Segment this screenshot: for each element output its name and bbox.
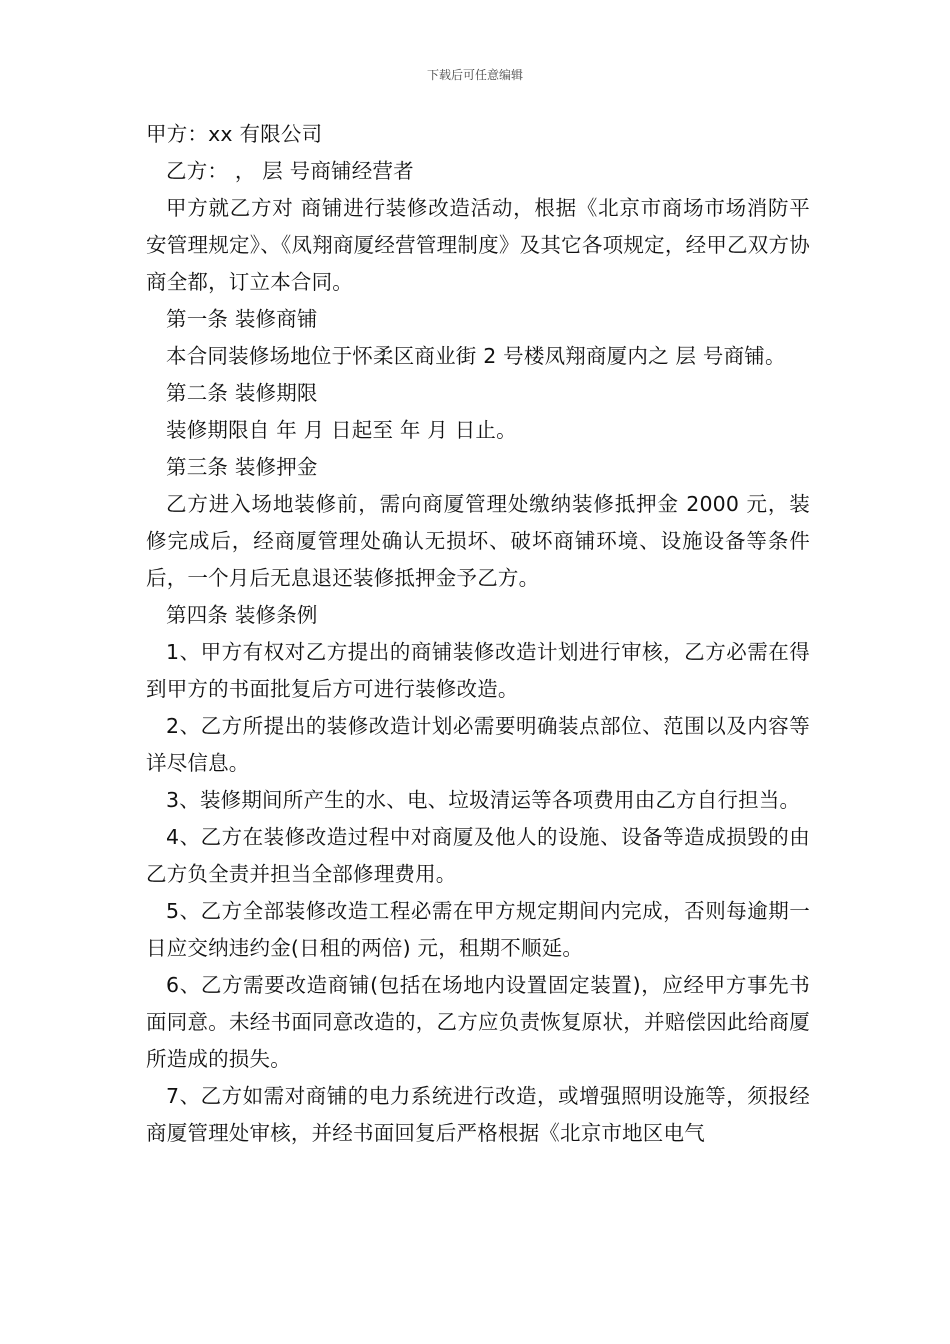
party-a-line: 甲方：xx 有限公司	[146, 122, 323, 146]
page-header: 下载后可任意编辑	[426, 68, 523, 82]
article-4-item-7: 7、乙方如需对商铺的电力系统进行改造，或增强照明设施等，须报经商厦管理处审核，并经书面回复后严格根据《北京市地区电气	[146, 1084, 810, 1145]
article-1-title: 第一条 装修商铺	[166, 307, 318, 331]
article-3-body: 乙方进入场地装修前，需向商厦管理处缴纳装修抵押金 2000 元，装修完成后，经商厦管理处确认无损坏、破坏商铺环境、设施设备等条件后，一个月后无息退还装修抵押金予乙方。	[146, 492, 810, 590]
article-4-item-4: 4、乙方在装修改造过程中对商厦及他人的设施、设备等造成损毁的由乙方负全责并担当全部修理费用。	[146, 825, 810, 886]
article-2-title: 第二条 装修期限	[166, 381, 318, 405]
party-b-line: 乙方： ， 层 号商铺经营者	[166, 159, 414, 183]
article-3-title: 第三条 装修押金	[166, 455, 318, 479]
article-2-body: 装修期限自 年 月 日起至 年 月 日止。	[166, 418, 517, 442]
article-4-item-6: 6、乙方需要改造商铺(包括在场地内设置固定装置)，应经甲方事先书面同意。未经书面同意改造的，乙方应负责恢复原状，并赔偿因此给商厦所造成的损失。	[146, 973, 810, 1071]
article-4-item-2: 2、乙方所提出的装修改造计划必需要明确装点部位、范围以及内容等详尽信息。	[146, 714, 810, 775]
article-1-body: 本合同装修场地位于怀柔区商业街 2 号楼凤翔商厦内之 层 号商铺。	[166, 344, 786, 368]
article-4-title: 第四条 装修条例	[166, 603, 318, 627]
contract-body	[146, 116, 810, 1152]
article-4-item-1: 1、甲方有权对乙方提出的商铺装修改造计划进行审核，乙方必需在得到甲方的书面批复后方可进行装修改造。	[146, 640, 810, 701]
intro-paragraph: 甲方就乙方对 商铺进行装修改造活动，根据《北京市商场市场消防平安管理规定》、《凤翔商厦经营管理制度》及其它各项规定，经甲乙双方协商全都，订立本合同。	[146, 196, 810, 294]
article-4-item-3: 3、装修期间所产生的水、电、垃圾清运等各项费用由乙方自行担当。	[166, 788, 801, 812]
article-4-item-5: 5、乙方全部装修改造工程必需在甲方规定期间内完成，否则每逾期一日应交纳违约金(日租的两倍) 元，租期不顺延。	[146, 899, 810, 960]
